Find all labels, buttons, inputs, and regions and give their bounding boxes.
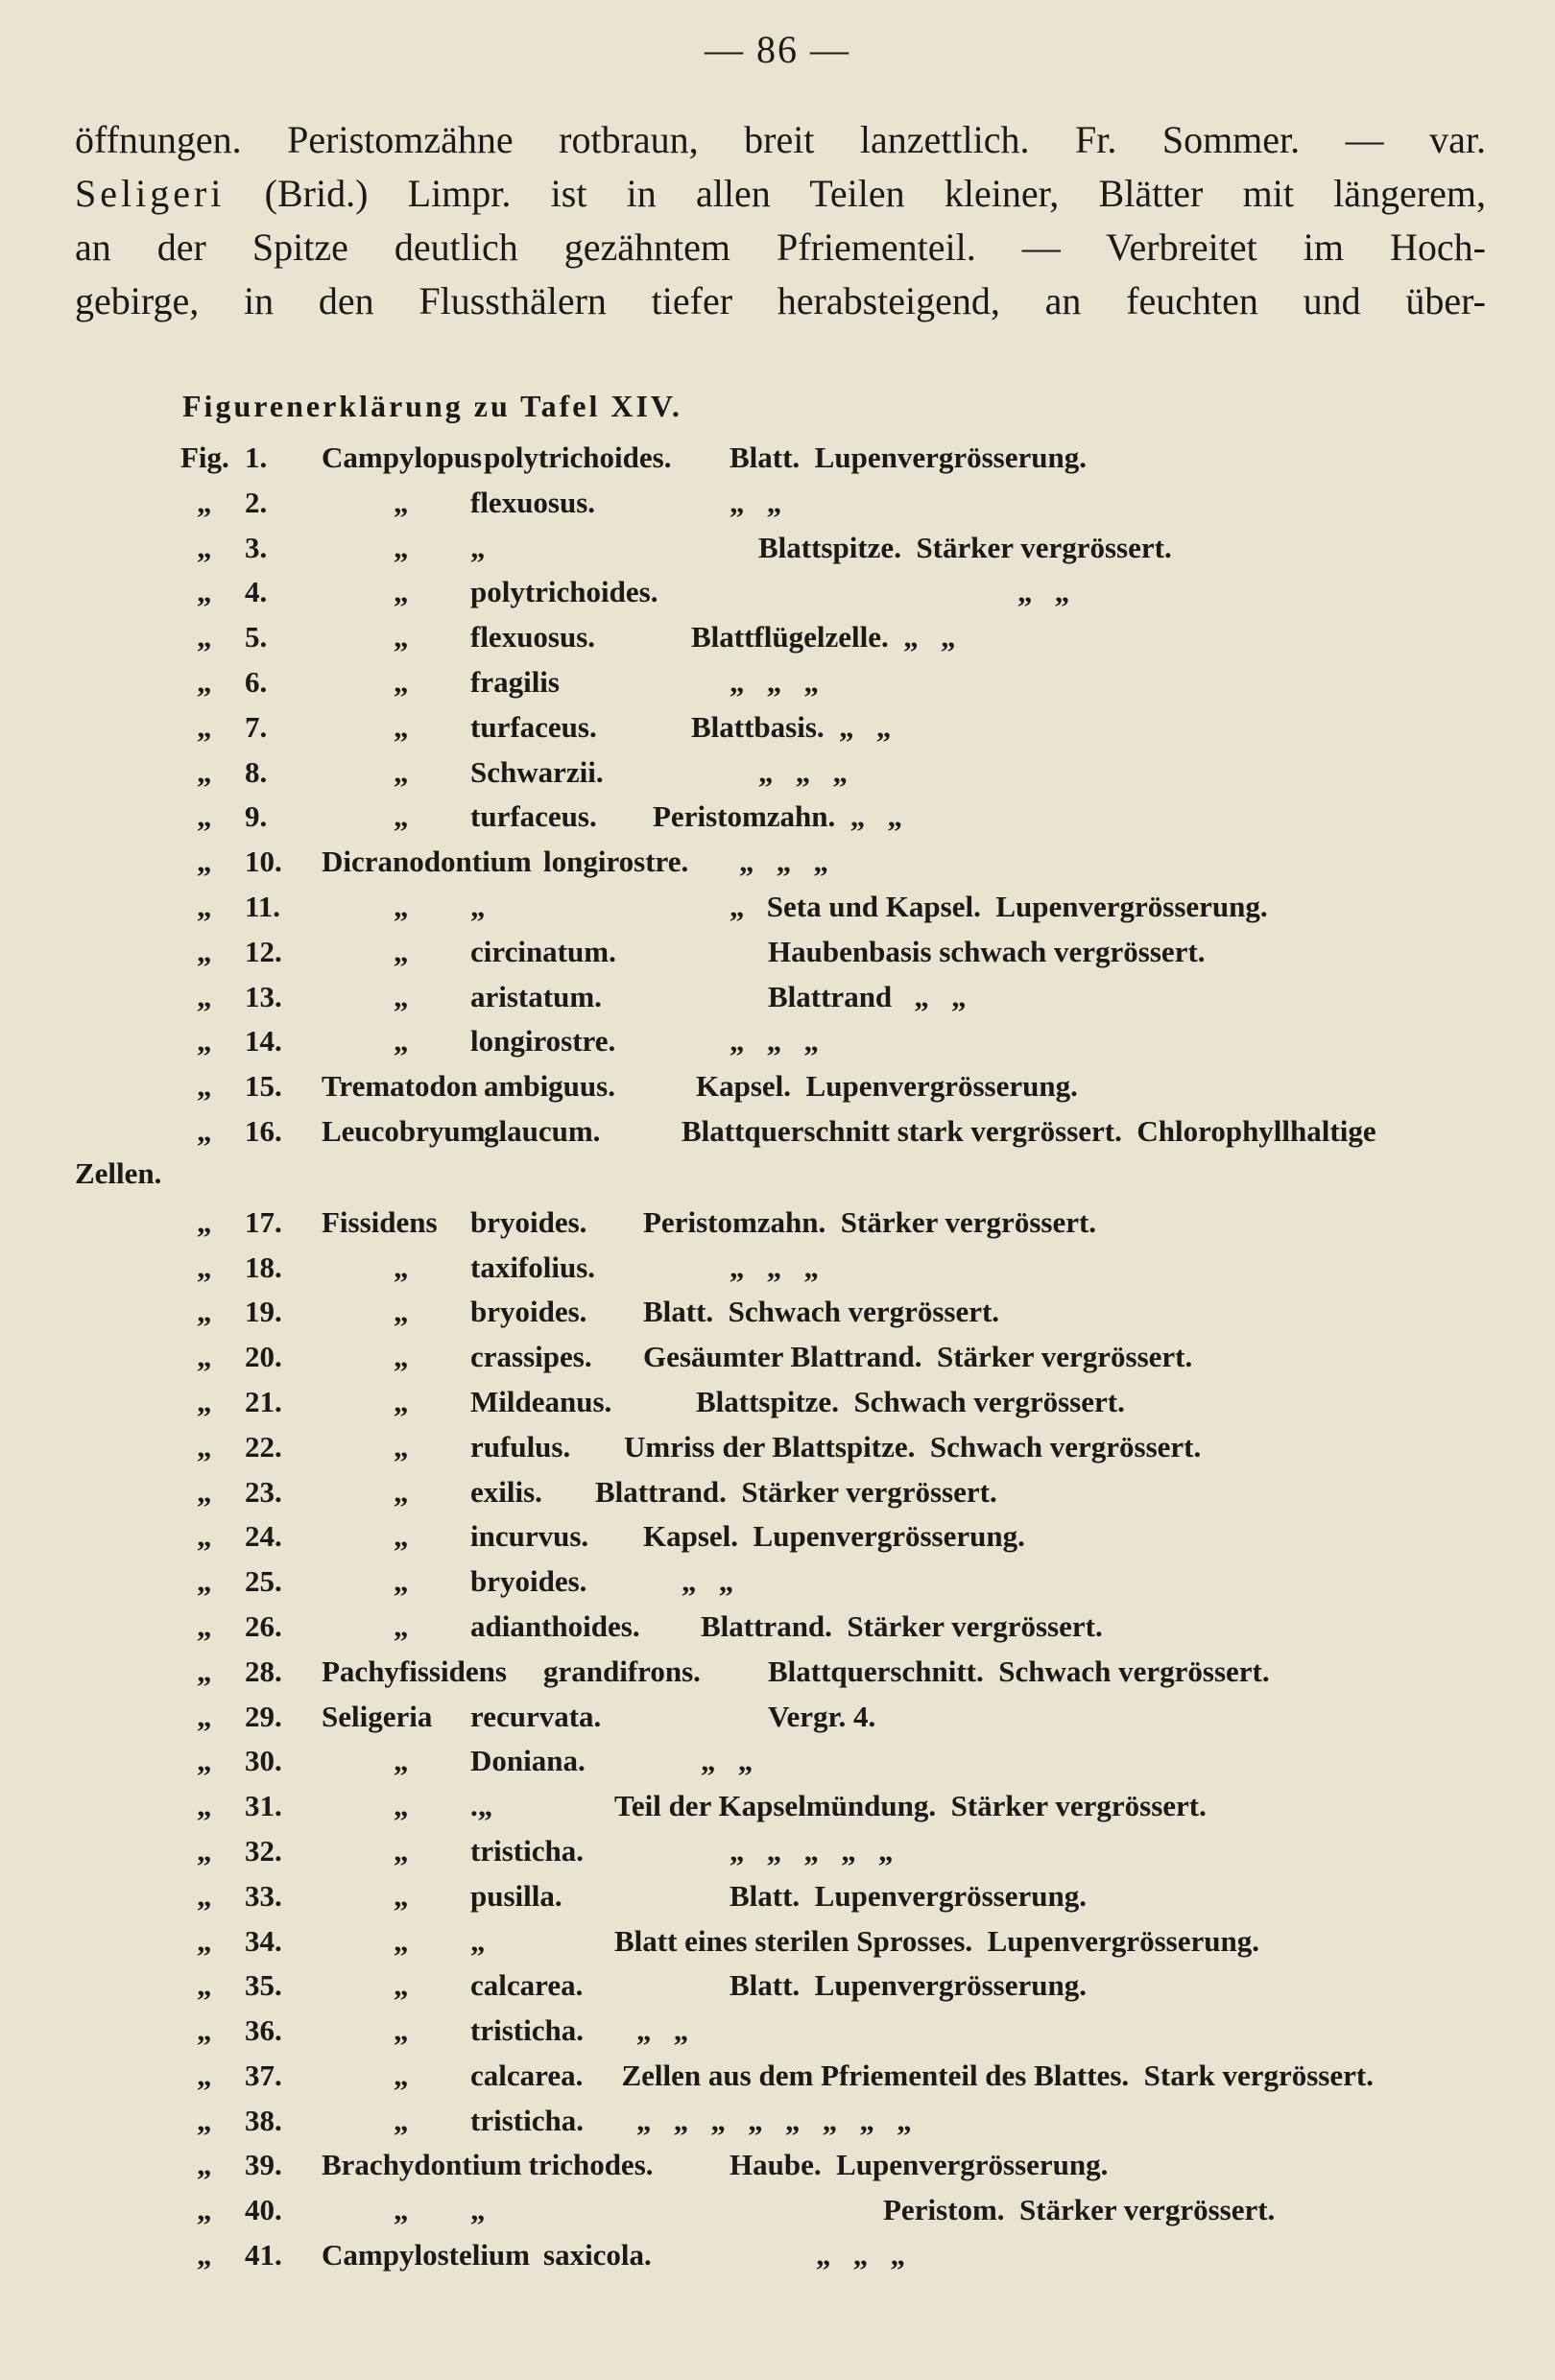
figure-row	[0, 1964, 1555, 2010]
figure-row	[0, 931, 1555, 976]
species-name: „	[470, 530, 486, 564]
figure-number: 36.	[245, 2013, 282, 2048]
genus-name: „	[394, 1789, 409, 1823]
figure-description: Peristomzahn. „ „	[653, 799, 903, 834]
figure-description: Zellen aus dem Pfriementeil des Blattes. Stark vergrössert.	[621, 2058, 1374, 2092]
figure-description: „ „ „ „ „ „ „ „	[636, 2103, 912, 2137]
figure-row	[0, 1560, 1555, 1606]
genus-name: „	[394, 934, 409, 968]
species-name: exilis.	[470, 1474, 542, 1509]
figure-row	[0, 796, 1555, 841]
figure-number: 41.	[245, 2238, 282, 2273]
figure-number: 11.	[245, 889, 281, 923]
genus-name: „	[394, 1744, 409, 1778]
species-name: pusilla.	[470, 1878, 562, 1913]
figure-description: „ „ „ „ „	[730, 1833, 894, 1868]
genus-name: „	[394, 1923, 409, 1958]
figure-prefix: „	[197, 2013, 212, 2048]
species-name: Mildeanus.	[470, 1384, 612, 1418]
genus-name: „	[394, 754, 409, 789]
species-name: ambiguus.	[484, 1069, 615, 1104]
figure-prefix: „	[197, 2058, 212, 2092]
figure-prefix: „	[197, 1744, 212, 1778]
species-name: flexuosus.	[470, 485, 596, 519]
figure-number: 23.	[245, 1474, 282, 1509]
figure-row	[0, 2144, 1555, 2189]
figure-prefix: „	[197, 1564, 212, 1599]
figure-prefix: „	[197, 754, 212, 789]
figure-number: 31.	[245, 1789, 282, 1823]
figure-description: „ „	[730, 485, 782, 519]
species-name: calcarea.	[470, 1968, 584, 2003]
figure-row	[0, 1785, 1555, 1830]
species-name: longirostre.	[543, 845, 689, 879]
species-name: tristicha.	[470, 2103, 584, 2137]
figure-number: 16.	[245, 1113, 282, 1148]
figure-row	[0, 2010, 1555, 2055]
genus-name: „	[394, 2193, 409, 2227]
species-name: grandifrons.	[543, 1654, 701, 1688]
figure-prefix: „	[197, 979, 212, 1013]
variety-name: Seligeri	[75, 172, 226, 215]
genus-name: „	[394, 2103, 409, 2137]
figure-prefix: „	[197, 1878, 212, 1913]
figure-prefix: „	[197, 1833, 212, 1868]
species-name: calcarea.	[470, 2058, 584, 2092]
figure-description: Blattrand. Stärker vergrössert.	[595, 1474, 997, 1509]
intro-line: gebirge, in den Flussthälern tiefer herabsteigend, an feuchten und über-	[75, 279, 1486, 322]
species-name: aristatum.	[470, 979, 602, 1013]
figure-description: Blattspitze. Stärker vergrössert.	[758, 530, 1172, 564]
figure-prefix: „	[197, 799, 212, 834]
figure-description: Peristom. Stärker vergrössert.	[883, 2193, 1276, 2227]
species-name: fragilis	[470, 664, 560, 699]
figure-prefix: „	[197, 1069, 212, 1104]
figure-prefix: „	[197, 1608, 212, 1643]
species-name: polytrichoides.	[484, 440, 672, 474]
genus-name: „	[394, 1833, 409, 1868]
figure-prefix: „	[197, 2238, 212, 2273]
figure-number: 39.	[245, 2148, 282, 2182]
figure-row	[0, 482, 1555, 527]
figure-description: Haube. Lupenvergrösserung.	[730, 2148, 1109, 2182]
figure-number: 9.	[245, 799, 268, 834]
figure-description: Blatt. Lupenvergrösserung.	[730, 1968, 1087, 2003]
figure-prefix: „	[197, 1519, 212, 1554]
figure-description: Blattquerschnitt. Schwach vergrössert.	[768, 1654, 1270, 1688]
species-name: Schwarzii.	[470, 754, 604, 789]
genus-name: „	[394, 664, 409, 699]
figure-row	[0, 1291, 1555, 1336]
figure-prefix: „	[197, 620, 212, 654]
figure-description: Blatt. Lupenvergrösserung.	[730, 1878, 1087, 1913]
figure-row	[0, 571, 1555, 616]
figure-number: 1.	[245, 440, 268, 474]
figure-prefix: „	[197, 1340, 212, 1374]
genus-name: „	[394, 1878, 409, 1913]
figure-row	[0, 1471, 1555, 1516]
intro-paragraph	[75, 113, 1486, 328]
figure-description: „ „	[682, 1564, 734, 1599]
figure-prefix: Fig.	[180, 440, 229, 474]
figure-number: 14.	[245, 1024, 282, 1059]
figure-row	[0, 1875, 1555, 1920]
figure-prefix: „	[197, 2103, 212, 2137]
figure-row	[0, 1336, 1555, 1381]
figure-prefix: „	[197, 530, 212, 564]
figure-prefix: „	[197, 1295, 212, 1329]
figure-prefix: „	[197, 2193, 212, 2227]
figure-description: Blattflügelzelle. „ „	[691, 620, 956, 654]
genus-name: Dicranodontium	[322, 845, 532, 879]
genus-name: Campylopus	[322, 440, 483, 474]
figure-prefix: „	[197, 1024, 212, 1059]
figure-number: 29.	[245, 1699, 282, 1733]
figure-number: 22.	[245, 1429, 282, 1464]
figure-description: Blattbasis. „ „	[691, 709, 892, 744]
species-name: crassipes.	[470, 1340, 592, 1374]
figure-row	[0, 976, 1555, 1021]
figure-number: 34.	[245, 1923, 282, 1958]
species-name: recurvata.	[470, 1699, 602, 1733]
figure-number: 24.	[245, 1519, 282, 1554]
figure-description: „ „ „	[758, 754, 848, 789]
figure-number: 7.	[245, 709, 268, 744]
figure-row	[0, 1247, 1555, 1292]
figure-prefix: „	[197, 889, 212, 923]
figure-number: 26.	[245, 1608, 282, 1643]
figure-prefix: „	[197, 845, 212, 879]
figure-description: Blattrand. Stärker vergrössert.	[701, 1608, 1103, 1643]
figure-list	[0, 437, 1555, 2279]
figure-row	[0, 1202, 1555, 1247]
page-number: — 86 —	[705, 28, 850, 71]
genus-name: „	[394, 979, 409, 1013]
figure-row	[0, 841, 1555, 886]
genus-name: „	[394, 889, 409, 923]
species-name: rufulus.	[470, 1429, 571, 1464]
figure-row	[0, 1606, 1555, 1651]
figure-number: 5.	[245, 620, 268, 654]
figure-row	[0, 2055, 1555, 2100]
genus-name: „	[394, 2058, 409, 2092]
species-name: taxifolius.	[470, 1250, 596, 1284]
figure-row	[0, 2234, 1555, 2279]
figure-description: Blatt. Schwach vergrössert.	[643, 1295, 1000, 1329]
genus-name: „	[394, 485, 409, 519]
figure-description: „ „ „	[730, 1024, 819, 1059]
figure-prefix: „	[197, 1429, 212, 1464]
figure-description: „ „ „	[730, 664, 819, 699]
figure-row	[0, 1020, 1555, 1065]
genus-name: „	[394, 1024, 409, 1059]
figure-number: 2.	[245, 485, 268, 519]
figure-description: „ „	[636, 2013, 689, 2048]
figure-description: Haubenbasis schwach vergrössert.	[768, 934, 1206, 968]
figure-description: „ „ „	[816, 2238, 905, 2273]
species-name: adianthoides.	[470, 1608, 640, 1643]
figure-prefix: „	[197, 485, 212, 519]
genus-name: „	[394, 1968, 409, 2003]
figure-number: 3.	[245, 530, 268, 564]
figure-number: 21.	[245, 1384, 282, 1418]
figure-number: 33.	[245, 1878, 282, 1913]
genus-name: „	[394, 530, 409, 564]
genus-name: „	[394, 1429, 409, 1464]
figure-description: Kapsel. Lupenvergrösserung.	[696, 1069, 1078, 1104]
figure-number: 18.	[245, 1250, 282, 1284]
figure-number: 17.	[245, 1204, 282, 1239]
genus-name: „	[394, 620, 409, 654]
figure-prefix: „	[197, 1474, 212, 1509]
genus-name: „	[394, 1474, 409, 1509]
species-name: Doniana.	[470, 1744, 586, 1778]
figure-number: 35.	[245, 1968, 282, 2003]
figure-prefix: „	[197, 1654, 212, 1688]
species-name: incurvus.	[470, 1519, 589, 1554]
figure-row	[0, 1651, 1555, 1696]
figure-row	[0, 1381, 1555, 1426]
species-name: trichodes.	[528, 2148, 654, 2182]
continuation-text: Zellen.	[75, 1156, 162, 1190]
species-name: flexuosus.	[470, 620, 596, 654]
species-name: bryoides.	[470, 1295, 587, 1329]
species-name: saxicola.	[543, 2238, 652, 2273]
genus-name: „	[394, 1340, 409, 1374]
figure-description: Blattspitze. Schwach vergrössert.	[696, 1384, 1125, 1418]
figure-row	[0, 1110, 1555, 1155]
figure-number: 28.	[245, 1654, 282, 1688]
genus-name: „	[394, 1608, 409, 1643]
figure-row	[0, 1426, 1555, 1471]
intro-line	[75, 167, 1486, 221]
figure-row	[0, 2100, 1555, 2145]
figure-prefix: „	[197, 1968, 212, 2003]
figure-row	[0, 2189, 1555, 2234]
genus-name: Fissidens	[322, 1204, 438, 1239]
genus-name: Brachydontium	[322, 2148, 522, 2182]
figure-prefix: „	[197, 709, 212, 744]
species-name: tristicha.	[470, 2013, 584, 2048]
intro-line: an der Spitze deutlich gezähntem Pfriementeil. — Verbreitet im Hoch-	[75, 226, 1486, 269]
figure-prefix: „	[197, 575, 212, 609]
figure-row	[0, 437, 1555, 482]
figure-description: Gesäumter Blattrand. Stärker vergrössert.	[643, 1340, 1193, 1374]
figure-prefix: „	[197, 934, 212, 968]
figure-prefix: „	[197, 1204, 212, 1239]
figure-description: Blatt. Lupenvergrösserung.	[730, 440, 1087, 474]
figure-number: 19.	[245, 1295, 282, 1329]
figure-description: Blatt eines sterilen Sprosses. Lupenvergrösserung.	[614, 1923, 1259, 1958]
genus-name: Campylostelium	[322, 2238, 530, 2273]
figure-number: 13.	[245, 979, 282, 1013]
species-name: glaucum.	[484, 1113, 601, 1148]
figure-description: „ „	[701, 1744, 754, 1778]
genus-name: Pachyfissidens	[322, 1654, 507, 1688]
figure-description: Vergr. 4.	[768, 1699, 876, 1733]
figure-prefix: „	[197, 664, 212, 699]
genus-name: Trematodon	[322, 1069, 478, 1104]
species-name: polytrichoides.	[470, 575, 658, 609]
figure-prefix: „	[197, 1113, 212, 1148]
figure-description: Teil der Kapselmündung. Stärker vergrössert.	[614, 1789, 1207, 1823]
figure-row	[0, 1740, 1555, 1785]
intro-line-text: (Brid.) Limpr. ist in allen Teilen kleiner, Blätter mit längerem,	[225, 172, 1486, 215]
genus-name: „	[394, 575, 409, 609]
figure-number: 20.	[245, 1340, 282, 1374]
figure-row	[0, 751, 1555, 797]
species-name: turfaceus.	[470, 799, 597, 834]
species-name: „	[470, 2193, 486, 2227]
figure-prefix: „	[197, 1699, 212, 1733]
genus-name: „	[394, 1384, 409, 1418]
genus-name: „	[394, 709, 409, 744]
figure-prefix: „	[197, 1789, 212, 1823]
genus-name: „	[394, 2013, 409, 2048]
figure-row	[0, 1515, 1555, 1560]
figure-number: 32.	[245, 1833, 282, 1868]
figure-description: Kapsel. Lupenvergrösserung.	[643, 1519, 1025, 1554]
figure-number: 4.	[245, 575, 268, 609]
species-name: circinatum.	[470, 934, 616, 968]
figure-prefix: „	[197, 1384, 212, 1418]
species-name: bryoides.	[470, 1204, 587, 1239]
genus-name: Seligeria	[322, 1699, 433, 1733]
figure-description: „ „	[1017, 575, 1070, 609]
species-name: „	[470, 889, 486, 923]
species-name: .„	[470, 1789, 493, 1823]
figure-number: 38.	[245, 2103, 282, 2137]
figure-description: „ „ „	[730, 1250, 819, 1284]
figure-description: Peristomzahn. Stärker vergrössert.	[643, 1204, 1097, 1239]
figure-description: Blattrand „ „	[768, 979, 967, 1013]
figure-row	[0, 1830, 1555, 1875]
figure-row	[0, 527, 1555, 572]
figure-number: 10.	[245, 845, 282, 879]
figure-number: 40.	[245, 2193, 282, 2227]
figure-row	[0, 661, 1555, 706]
figure-row	[0, 1920, 1555, 1965]
genus-name: Leucobryum	[322, 1113, 486, 1148]
species-name: tristicha.	[470, 1833, 584, 1868]
section-title: Figurenerklärung zu Tafel XIV.	[182, 389, 682, 423]
figure-description: Umriss der Blattspitze. Schwach vergrössert.	[624, 1429, 1202, 1464]
figure-number: 8.	[245, 754, 268, 789]
figure-description: „ „ „	[739, 845, 828, 879]
intro-line: öffnungen. Peristomzähne rotbraun, breit lanzettlich. Fr. Sommer. — var.	[75, 118, 1486, 161]
figure-prefix: „	[197, 1250, 212, 1284]
figure-number: 37.	[245, 2058, 282, 2092]
figure-number: 12.	[245, 934, 282, 968]
figure-prefix: „	[197, 1923, 212, 1958]
species-name: bryoides.	[470, 1564, 587, 1599]
figure-description: Blattquerschnitt stark vergrössert. Chlorophyllhaltige	[682, 1113, 1376, 1148]
genus-name: „	[394, 1519, 409, 1554]
figure-description: „ Seta und Kapsel. Lupenvergrösserung.	[730, 889, 1268, 923]
figure-prefix: „	[197, 2148, 212, 2182]
figure-row	[0, 886, 1555, 931]
figure-row	[0, 1696, 1555, 1741]
figure-number: 6.	[245, 664, 268, 699]
figure-row	[0, 706, 1555, 751]
genus-name: „	[394, 1295, 409, 1329]
species-name: „	[470, 1923, 486, 1958]
figure-number: 30.	[245, 1744, 282, 1778]
figure-number: 15.	[245, 1069, 282, 1104]
figure-number: 25.	[245, 1564, 282, 1599]
species-name: turfaceus.	[470, 709, 597, 744]
genus-name: „	[394, 1564, 409, 1599]
species-name: longirostre.	[470, 1024, 616, 1059]
genus-name: „	[394, 799, 409, 834]
genus-name: „	[394, 1250, 409, 1284]
figure-row	[0, 616, 1555, 661]
figure-row	[0, 1065, 1555, 1110]
